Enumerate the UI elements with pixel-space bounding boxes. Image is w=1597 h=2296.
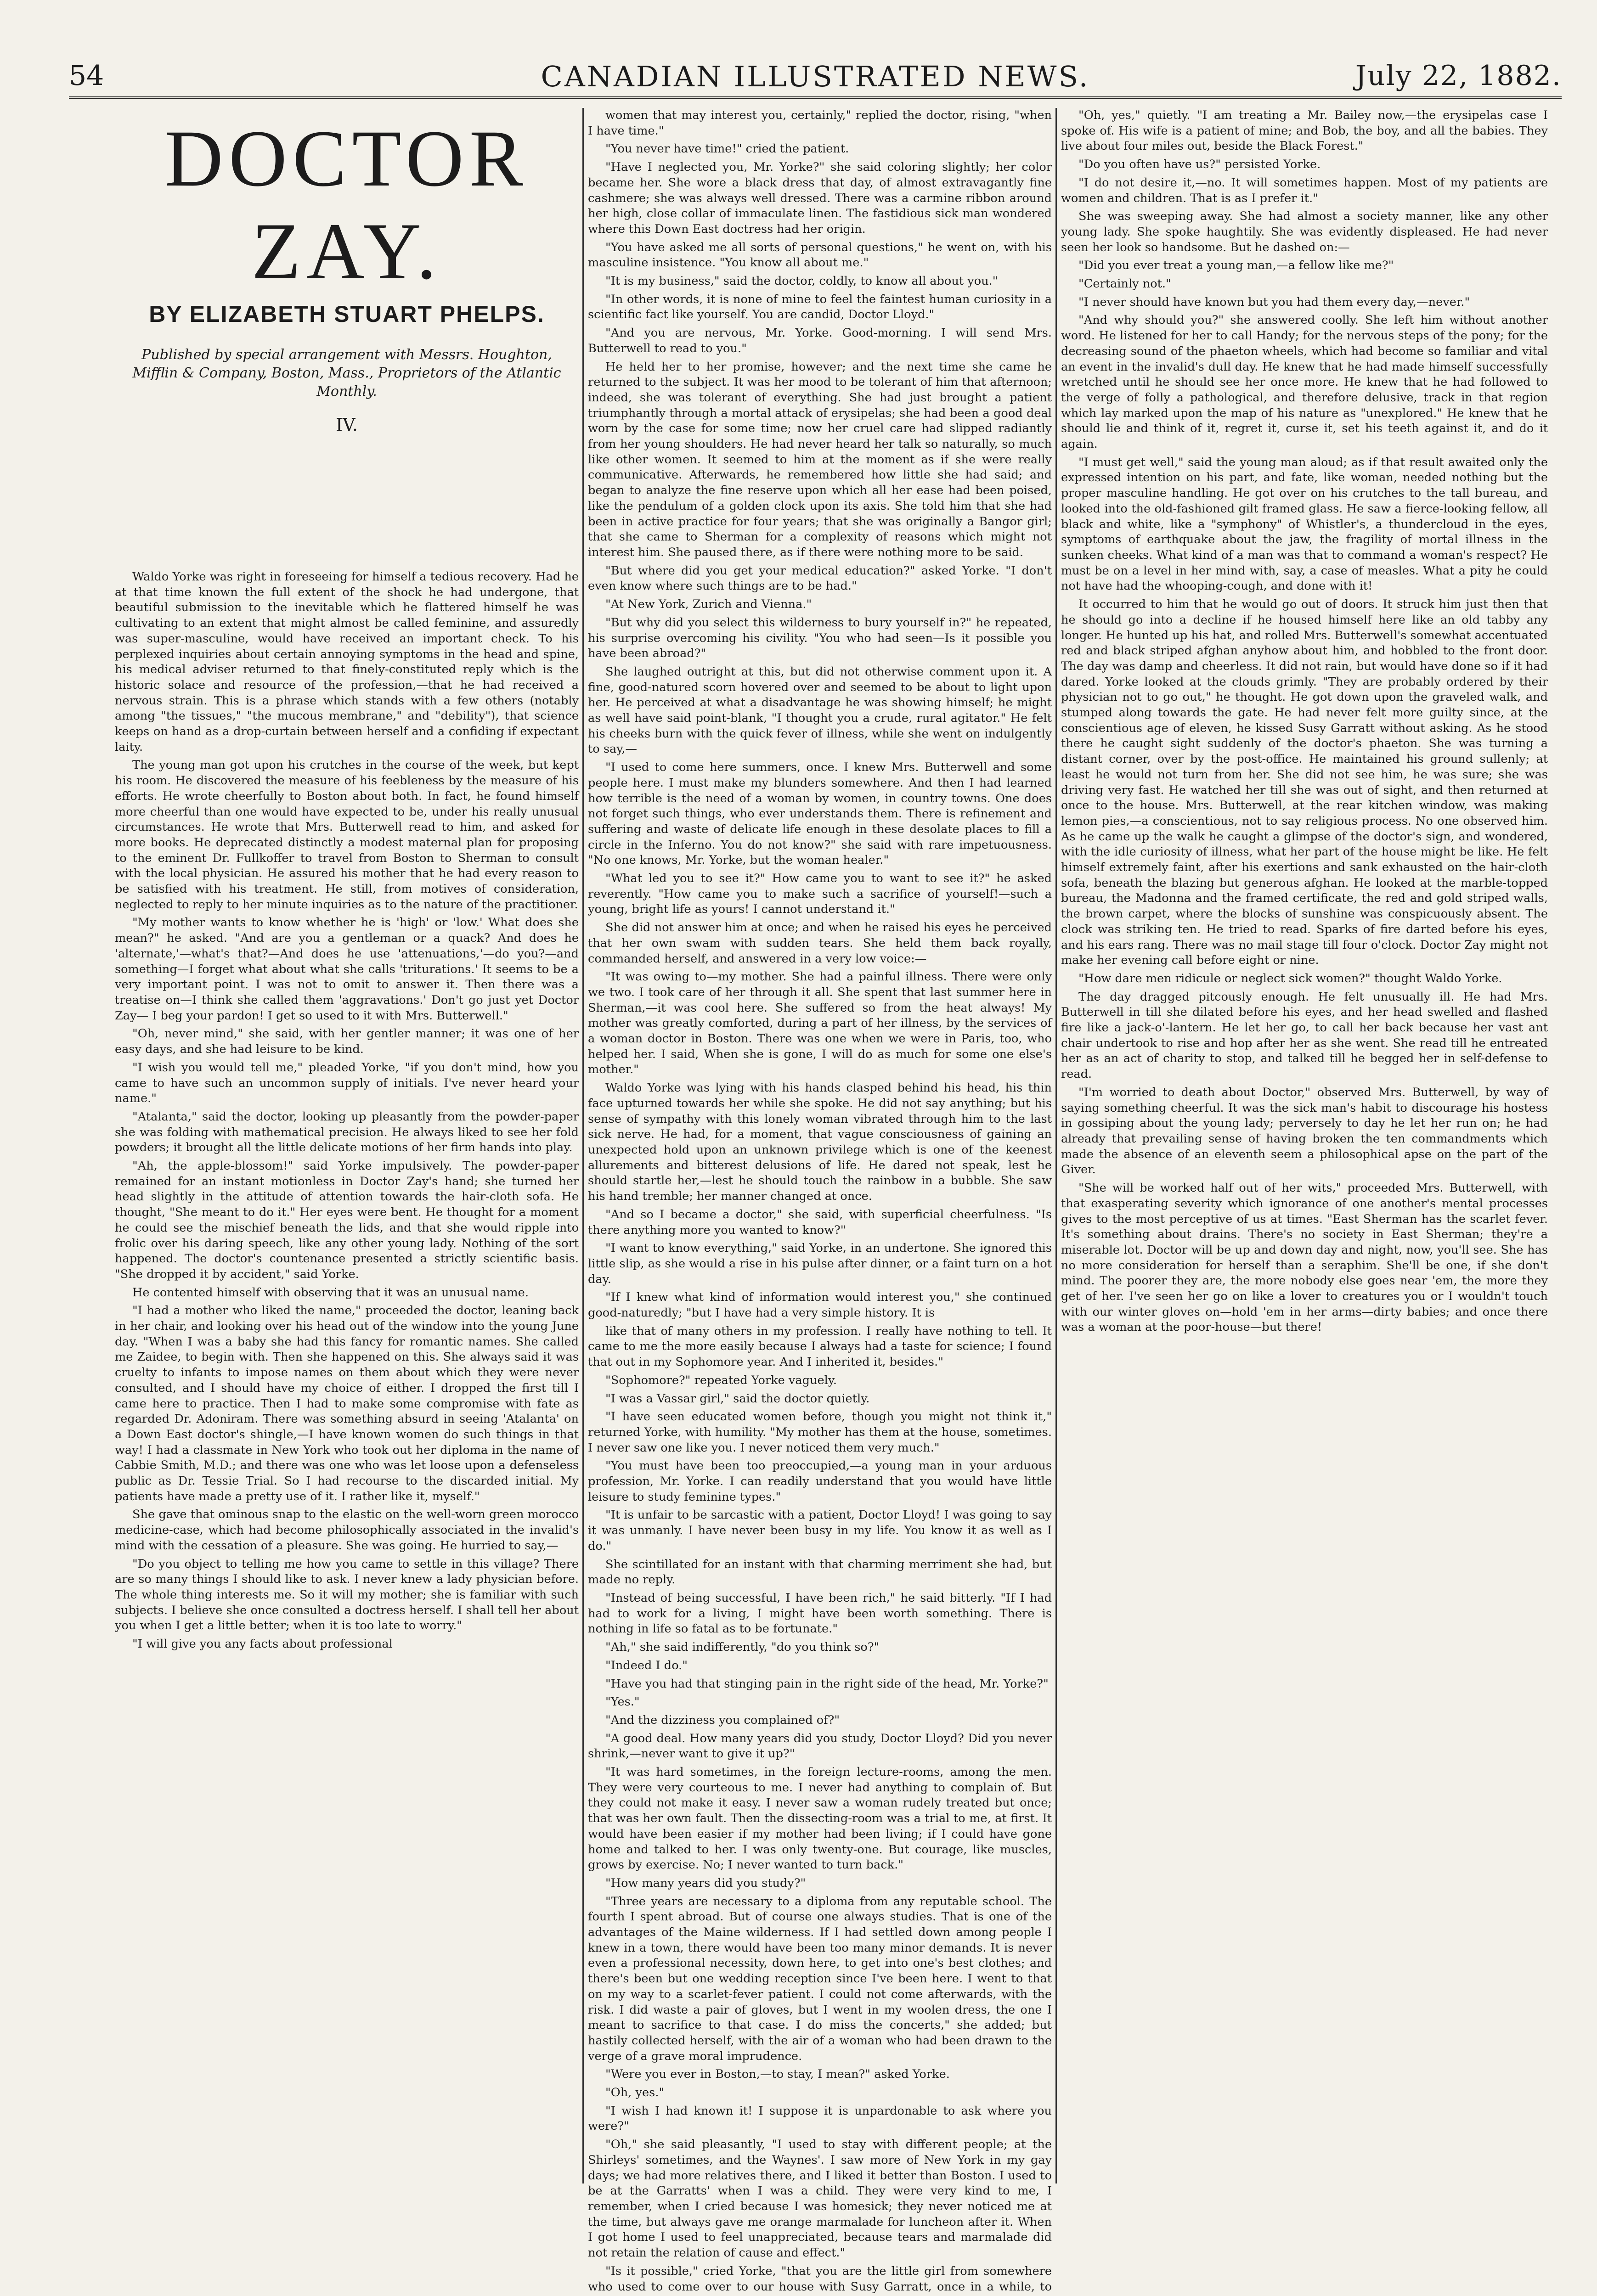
article-byline: BY ELIZABETH STUART PHELPS. xyxy=(149,301,545,327)
paragraph: He held her to her promise, however; and the next time she came he returned to the subject. It was her mood to be tolerant of him that afternoon; indeed, she was tolerant of everything. She had just brought a patient triumphantly through a mortal attack of erysipelas; she had been a good deal worn by the case for some time; now her cruel care had slipped radiantly from her young shoulders. He had never heard her talk so naturally, so much like other women. It seemed to him at the moment as if she were really communicative. Afterwards, he remembered how little she had said; and began to analyze the fine reserve upon which all her ease had been poised, like the pendulum of a golden clock upon its axis. She told him that she had been in active practice for four years; that she was originally a Bangor girl; that she came to Sherman for a complexity of reasons which might not interest him. She paused there, as if there were nothing more to be said. xyxy=(588,360,1052,559)
paragraph: like that of many others in my profession. I really have nothing to tell. It came to me the more easily because I always had a taste for science; I found that out in my Sophomore year. And I inherited it, besides." xyxy=(588,1324,1052,1369)
paragraph: She scintillated for an instant with that charming merriment she had, but made no reply. xyxy=(588,1557,1052,1587)
paragraph: "I have seen educated women before, though you might not think it," returned Yorke, with humility. "My mother has them at the house, sometimes. I never saw one like you. I never noticed them very much." xyxy=(588,1410,1052,1455)
column-3 xyxy=(1061,108,1548,2183)
paragraph: "My mother wants to know whether he is 'high' or 'low.' What does she mean?" he asked. "And are you a gentleman or a quack? And does he 'alternate,'—what's that?—And does he use 'attenuations,'—do you?—and something—I forget what about what she calls 'triturations.' It seems to be a very important point. I was not to omit to answer it. Then there was a treatise on—I think she called them 'aggravations.' Don't go just yet Doctor Zay— I beg your pardon! I get so used to it with Mrs. Butterwell." xyxy=(115,916,579,1023)
paragraph: "And so I became a doctor," she said, with superficial cheerfulness. "Is there anything more you wanted to know?" xyxy=(588,1207,1052,1237)
paragraph: "Do you object to telling me how you came to settle in this village? There are so many things I should like to ask. I never knew a lady physician before. The whole thing interests me. So it will my mother; she is familiar with such subjects. I believe she once consulted a doctress herself. I shall tell her about you when I get a little better; when it is too late to worry." xyxy=(115,1557,579,1633)
paragraph: "I used to come here summers, once. I knew Mrs. Butterwell and some people here. I must make my blunders somewhere. And then I had learned how terrible is the need of a woman by women, in country towns. One does not forget such things, who ever understands them. There is refinement and suffering and waste of delicate life enough in these desolate places to fill a circle in the Inferno. You do not know?" she said with rare impetuousness. "No one knows, Mr. Yorke, but the woman healer." xyxy=(588,760,1052,867)
paragraph: "You never have time!" cried the patient. xyxy=(605,142,849,156)
paper-title: CANADIAN ILLUSTRATED NEWS. xyxy=(541,60,1090,93)
paragraph: women that may interest you, certainly," replied the doctor, rising, "when I have time." xyxy=(588,108,1052,138)
paragraph: "It was owing to—my mother. She had a painful illness. There were only we two. I took care of her through it all. She spent that last summer here in Sherman,—it was cool here. She suffered so from the heat always! My mother was greatly comforted, during a part of her illness, by the services of a woman doctor in Boston. There was one when we were in Paris, too, who helped her. I said, When she is gone, I will do as much for some one else's mother." xyxy=(588,970,1052,1077)
paragraph: "Atalanta," said the doctor, looking up pleasantly from the powder-paper she was folding with mathematical precision. He always liked to see her fold powders; it brought all the little delicate motions of her firm hands into play. xyxy=(115,1109,579,1155)
paragraph: "Three years are necessary to a diploma from any reputable school. The fourth I spent abroad. But of course one always studies. That is one of the advantages of the Maine wilderness. If I had settled down among people I knew in a town, there would have been too many minor demands. It is never even a professional necessity, down here, to get into one's best clothes; and there's been but one wedding reception since I've been here. I went to that on my way to a scarlet-fever patient. I could not come afterwards, with the risk. I did waste a pair of gloves, but I went in my woolen dress, the one I meant to sacrifice to that case. I do miss the concerts," she added; but hastily collected herself, with the air of a woman who had been drawn to the verge of a grave moral imprudence. xyxy=(588,1894,1052,2063)
paragraph: "Is it possible," cried Yorke, "that you are the little girl from somewhere who used to come over to our house with Susy Garratt, once in a while, to xyxy=(588,2264,1052,2294)
paragraph: "A good deal. How many years did you study, Doctor Lloyd? Did you never shrink,—never want to give it up?" xyxy=(588,1731,1052,1761)
paragraph: She laughed outright at this, but did not otherwise comment upon it. A fine, good-natured scorn hovered over and seemed to be about to light upon her. He perceived at what a disadvantage he was showing himself; he might as well have said point-blank, "I thought you a crude, rural agitator." He felt his cheeks burn with the quick fever of illness, while she went on indulgently to say,— xyxy=(588,664,1052,756)
paragraph: "It is unfair to be sarcastic with a patient, Doctor Lloyd! I was going to say it was unmanly. I have never been busy in my life. You know it as well as I do." xyxy=(588,1508,1052,1553)
paragraph: "I'm worried to death about Doctor," observed Mrs. Butterwell, by way of saying something cheerful. It was the sick man's habit to discourage his hostess in gossiping about the young lady; perversely to day he let her run on; he had already that prevailing sense of having broken the ten commandments which made the absence of an eleventh seem a philosophical apse on the part of the Giver. xyxy=(1061,1085,1548,1177)
paragraph: He contented himself with observing that it was an unusual name. xyxy=(132,1285,529,1300)
paragraph: "How many years did you study?" xyxy=(605,1876,806,1890)
paragraph: "Were you ever in Boston,—to stay, I mean?" asked Yorke. xyxy=(605,2067,950,2082)
paragraph: "I wish I had known it! I suppose it is unpardonable to ask where you were?" xyxy=(588,2104,1052,2133)
paragraph: She was sweeping away. She had almost a society manner, like any other young lady. She spoke haughtily. She was evidently displeased. He had never seen her look so handsome. But he dashed on:— xyxy=(1061,209,1548,254)
paragraph: Waldo Yorke was right in foreseeing for himself a tedious recovery. Had he at that time known the full extent of the shock he had undergone, that beautiful submission to the inevitable which he flattered himself he was cultivating to an extent that might almost be called feminine, and assuredly was super-masculine, would have received an important check. To his perplexed inquiries about certain annoying symptoms in the head and spine, his medical adviser returned to that finely-constituted reply which is the historic solace and resource of the profession,—that he had received a nervous strain. This is a phrase which stands with a few others (notably among "the tissues," "the mucous membrane," and "debility"), that science keeps on hand as a drop-curtain between herself and a confiding if expectant laity. xyxy=(115,570,579,754)
paragraph: "It was hard sometimes, in the foreign lecture-rooms, among the men. They were very courteous to me. I never had anything to complain of. But they could not make it easy. I never saw a woman rudely treated but once; that was her own fault. Then the dissecting-room was a trial to me, at first. It would have been easier if my mother had been living; if I could have gone home and talked to her. I was only twenty-one. But courage, like muscles, grows by exercise. No; I never wanted to turn back." xyxy=(588,1765,1052,1872)
masthead xyxy=(69,55,1562,99)
article-title: DOCTOR ZAY. xyxy=(164,114,529,296)
paragraph: "And you are nervous, Mr. Yorke. Good-morning. I will send Mrs. Butterwell to read to you." xyxy=(588,326,1052,355)
paragraph: "I do not desire it,—no. It will sometimes happen. Most of my patients are women and children. That is as I prefer it." xyxy=(1061,175,1548,205)
paragraph: "Oh, yes." xyxy=(605,2086,665,2100)
paragraph: "I will give you any facts about professional xyxy=(132,1637,393,1651)
paragraph: "Instead of being successful, I have been rich," he said bitterly. "If I had had to work for a living, I might have been worth something. There is nothing in life so fatal as to be fortunate." xyxy=(588,1591,1052,1636)
paragraph: She did not answer him at once; and when he raised his eyes he perceived that her own swam with sudden tears. She held them back royally, commanded herself, and answered in a very low voice:— xyxy=(588,921,1052,966)
paragraph: "I must get well," said the young man aloud; as if that result awaited only the expressed intention on his part, and fate, like woman, needed nothing but the proper masculine handling. He got over on his crutches to the tall bureau, and looked into the old-fashioned gilt framed glass. He saw a fierce-looking fellow, all black and white, like a "symphony" of Whistler's, a thundercloud in the eyes, symptoms of earthquake about the jaw, the fragility of mortal illness in the sunken cheeks. What kind of a man was that to command a woman's respect? He must be on a level in her mind with, say, a case of measles. What a pity he could not have had the whooping-cough, and done with it! xyxy=(1061,455,1548,593)
paragraph: "If I knew what kind of information would interest you," she continued good-naturedly; "but I have had a very simple history. It is xyxy=(588,1290,1052,1320)
paragraph: "You must have been too preoccupied,—a young man in your arduous profession, Mr. Yorke. I can readily understand that you would have little leisure to study feminine types." xyxy=(588,1459,1052,1504)
paragraph: "Oh, never mind," she said, with her gentler manner; it was one of her easy days, and she had leisure to be kind. xyxy=(115,1027,579,1057)
paragraph: "Oh," she said pleasantly, "I used to stay with different people; at the Shirleys' sometimes, and the Waynes'. I saw more of New York in my gay days; we had more relatives there, and I liked it better than Boston. I used to be at the Garratts' when I was a child. They were very kind to me, I remember, when I cried because I was homesick; they never noticed me at the time, but always gave me orange marmalade for luncheon after it. When I got home I used to feel unappreciated, because tears and marmalade did not retain the relation of cause and effect." xyxy=(588,2138,1052,2260)
paragraph: "Did you ever treat a young man,—a fellow like me?" xyxy=(1078,259,1394,273)
paragraph: The young man got upon his crutches in the course of the week, but kept his room. He discovered the measure of his feebleness by the measure of his efforts. He wrote cheerfully to Boston about both. In fact, he found himself more cheerful than one would have expected to be, under his really unusual circumstances. He wrote that Mrs. Butterwell read to him, and asked for more books. He deprecated distinctly a modest maternal plan for proposing to the eminent Dr. Fullkoffer to travel from Boston to Sherman to consult with the local physician. He assured his mother that he had every reason to be satisfied with his treatment. He still, from motives of consideration, neglected to reply to her minute inquiries as to the nature of the practitioner. xyxy=(115,758,579,912)
paragraph: "But why did you select this wilderness to bury yourself in?" he repeated, his surprise overcoming his civility. "You who had seen—Is it possible you have been abroad?" xyxy=(588,615,1052,661)
paragraph: The day dragged pitcously enough. He felt unusually ill. He had Mrs. Butterwell in till she dilated before his eyes, and her head swelled and flashed fire like a jack-o'-lantern. He let her go, to call her back because her vast ant chair undertook to rise and hop after her as she went. She read till he entreated her as an act of charity to stop, and talked till he begged her in self-defense to read. xyxy=(1061,990,1548,1081)
paragraph: "Yes." xyxy=(605,1695,640,1709)
paragraph: "You have asked me all sorts of personal questions," he went on, with his masculine insistence. "You know all about me." xyxy=(588,240,1052,270)
paragraph: She gave that ominous snap to the elastic on the well-worn green morocco medicine-case, which had become philosophically associated in the invalid's mind with the cessation of a pleasure. She was going. He hurried to say,— xyxy=(115,1508,579,1553)
column-rule xyxy=(582,108,584,2183)
paragraph: "What led you to see it?" How came you to want to see it?" he asked reverently. "How came you to make such a sacrifice of yourself!—such a young, bright life as yours! I cannot understand it." xyxy=(588,872,1052,917)
column-body xyxy=(115,569,579,1655)
paragraph: "Have you had that stinging pain in the right side of the head, Mr. Yorke?" xyxy=(605,1677,1049,1691)
paragraph: "She will be worked half out of her wits," proceeded Mrs. Butterwell, with that exasperating severity which ignorance of one another's mental processes gives to the most perceptive of us at times. "East Sherman has the scarlet fever. It's something about drains. There's no society in East Sherman; they're a miserable lot. Doctor will be up and down day and night, now, you'll see. She has no more consideration for herself than a seraphim. She'll be one, if she don't mind. The poorer they are, the more nobody else goes near 'em, the more they get of her. I've seen her go on like a lover to creatures you or I wouldn't touch with our winter gloves on—hold 'em in her arms—dirty babies; and once there was a woman at the poor-house—but there! xyxy=(1061,1181,1548,1334)
issue-date: July 22, 1882. xyxy=(1355,60,1562,92)
paragraph: "I wish you would tell me," pleaded Yorke, "if you don't mind, how you came to have such an uncommon supply of initials. I've never heard your name." xyxy=(115,1060,579,1106)
paragraph: "I want to know everything," said Yorke, in an undertone. She ignored this little slip, as she would a rise in his pulse after dinner, or a faint turn on a hot day. xyxy=(588,1241,1052,1286)
paragraph: "Ah, the apple-blossom!" said Yorke impulsively. The powder-paper remained for an instant motionless in Doctor Zay's hand; she turned her head slightly in the attitude of attention towards the hair-cloth sofa. He thought, "She meant to do it." Her eyes were bent. He thought for a moment he could see the mischief beneath the lids, and that she would ripple into frolic over his daring speech, like any other young lady. Nothing of the sort happened. The doctor's countenance presented a strictly scientific basis. "She dropped it by accident," said Yorke. xyxy=(115,1159,579,1281)
paragraph: Waldo Yorke was lying with his hands clasped behind his head, his thin face upturned towards her while she spoke. He did not say anything; but his sense of sympathy with this lonely woman vibrated through him to the last sick nerve. He had, for a moment, that vague consciousness of gaining an unexpected hold upon an unknown privilege which is one of the keenest allurements and bitterest delusions of life. He dared not speak, lest he should startle her,—lest he should touch the rainbow in a bubble. She saw his hand tremble; her manner changed at once. xyxy=(588,1081,1052,1204)
publication-note: Published by special arrangement with Messrs. Houghton, Mifflin & Company, Boston, Mass., Proprietors of the Atlantic Monthly. xyxy=(132,347,561,400)
paragraph: "And the dizziness you complained of?" xyxy=(605,1713,840,1727)
paragraph: "Sophomore?" repeated Yorke vaguely. xyxy=(605,1373,837,1387)
paragraph: "How dare men ridicule or neglect sick women?" thought Waldo Yorke. xyxy=(1078,971,1502,985)
paragraph: "And why should you?" she answered coolly. She left him without another word. He listened for her to call Handy; for the nervous steps of the pony; for the decreasing sound of the phaeton wheels, which had become so familiar and vital an event in the invalid's dull day. He knew that he had made himself successfully wretched until he should see her once more. He knew that he had followed to the verge of folly a pathological, and therefore delusive, track in that region which lay marked upon the map of his nature as "unexplored." He knew that he should lie and think of it, regret it, curse it, set his teeth against it, and do it again. xyxy=(1061,313,1548,451)
paragraph: "Ah," she said indifferently, "do you think so?" xyxy=(605,1640,880,1654)
paragraph: "I had a mother who liked the name," proceeded the doctor, leaning back in her chair, and looking over his head out of the window into the young June day. "When I was a baby she had this fancy for romantic names. She called me Zaidee, to begin with. Then she happened on this. She always said it was cruelty to infants to impose names on them about which they were never consulted, and I should have my choice of either. I dropped the first till I came here to practice. Then I had to make some compromise with fate as regarded Dr. Adoniram. There was something absurd in seeing 'Atalanta' on a Down East doctor's shingle,—I have known women do such things in that way! I had a classmate in New York who took out her diploma in the name of Cabbie Smith, M.D.; and there was one who was let loose upon a defenseless public as Dr. Tessie Trial. So I had recourse to the discarded initial. My patients have made a pretty use of it. I rather like it, myself." xyxy=(115,1304,579,1503)
paragraph: "I never should have known but you had them every day,—never." xyxy=(1078,295,1470,309)
paragraph: It occurred to him that he would go out of doors. It struck him just then that he should go into a decline if he housed himself here like an old tabby any longer. He hunted up his hat, and rolled Mrs. Butterwell's somewhat accentuated red and black striped afghan anyhow about him, and hobbled to the front door. The day was damp and cheerless. It did not rain, but would have done so if it had dared. Yorke looked at the clouds grimly. "They are probably ordered by their physician not to go out," he thought. He got down upon the graveled walk, and stumped along towards the gate. He had never felt more guilty since, at the conscientious age of eleven, he kissed Susy Garratt without asking. As he stood there he caught sight suddenly of the doctor's phaeton. She was turning a distant corner, over by the post-office. He maintained his ground sullenly; at least he would not turn from her. She did not see him, he was sure; she was driving very fast. He watched her till she was out of sight, and then returned at once to the house. Mrs. Butterwell, at the rear kitchen window, was making lemon pies,—a conscientious, not to say religious process. No one observed him. As he came up the walk he caught a glimpse of the doctor's sign, and wondered, with the idle curiosity of illness, what her part of the house might be like. He felt himself extremely faint, after his exertions and sank exhausted on the hair-cloth sofa, beneath the blazing but generous afghan. He looked at the marble-topped bureau, the Madonna and the framed certificate, the red and gold striped walls, the brown carpet, where the blocks of sunshine was conspicuously absent. The clock was striking ten. He tried to read. Sparks of fire darted before his eyes, and his ears rang. There was no mail stage till four o'clock. Doctor Zay might not make her evening call before eight or nine. xyxy=(1061,597,1548,968)
paragraph: "Certainly not." xyxy=(1078,277,1171,291)
paragraph: "Indeed I do." xyxy=(605,1658,688,1672)
column-rule xyxy=(1055,108,1057,2183)
paragraph: "I was a Vassar girl," said the doctor quietly. xyxy=(605,1391,870,1406)
paragraph: "It is my business," said the doctor, coldly, to know all about you." xyxy=(605,274,998,288)
paragraph: "But where did you get your medical education?" asked Yorke. "I don't even know where such things are to be had." xyxy=(588,563,1052,593)
paragraph: "At New York, Zurich and Vienna." xyxy=(605,597,812,612)
column-1 xyxy=(115,108,579,2183)
paragraph: "Do you often have us?" persisted Yorke. xyxy=(1078,158,1321,172)
paragraph: "Have I neglected you, Mr. Yorke?" she said coloring slightly; her color became her. She wore a black dress that day, of almost extravagantly fine cashmere; she was always well dressed. There was a carmine ribbon around her high, close collar of immaculate linen. The fastidious sick man wondered where this Down East doctress had her origin. xyxy=(588,160,1052,236)
paragraph: "In other words, it is none of mine to feel the faintest human curiosity in a scientific fact like yourself. You are candid, Doctor Lloyd." xyxy=(588,292,1052,322)
page-number: 54 xyxy=(69,60,104,92)
paragraph: "Oh, yes," quietly. "I am treating a Mr. Bailey now,—the erysipelas case I spoke of. His wife is a patient of mine; and Bob, the boy, and all the babies. They live about four miles out, beside the Black Forest." xyxy=(1061,108,1548,153)
column-2 xyxy=(588,108,1052,2294)
chapter-heading: IV. xyxy=(336,415,358,435)
